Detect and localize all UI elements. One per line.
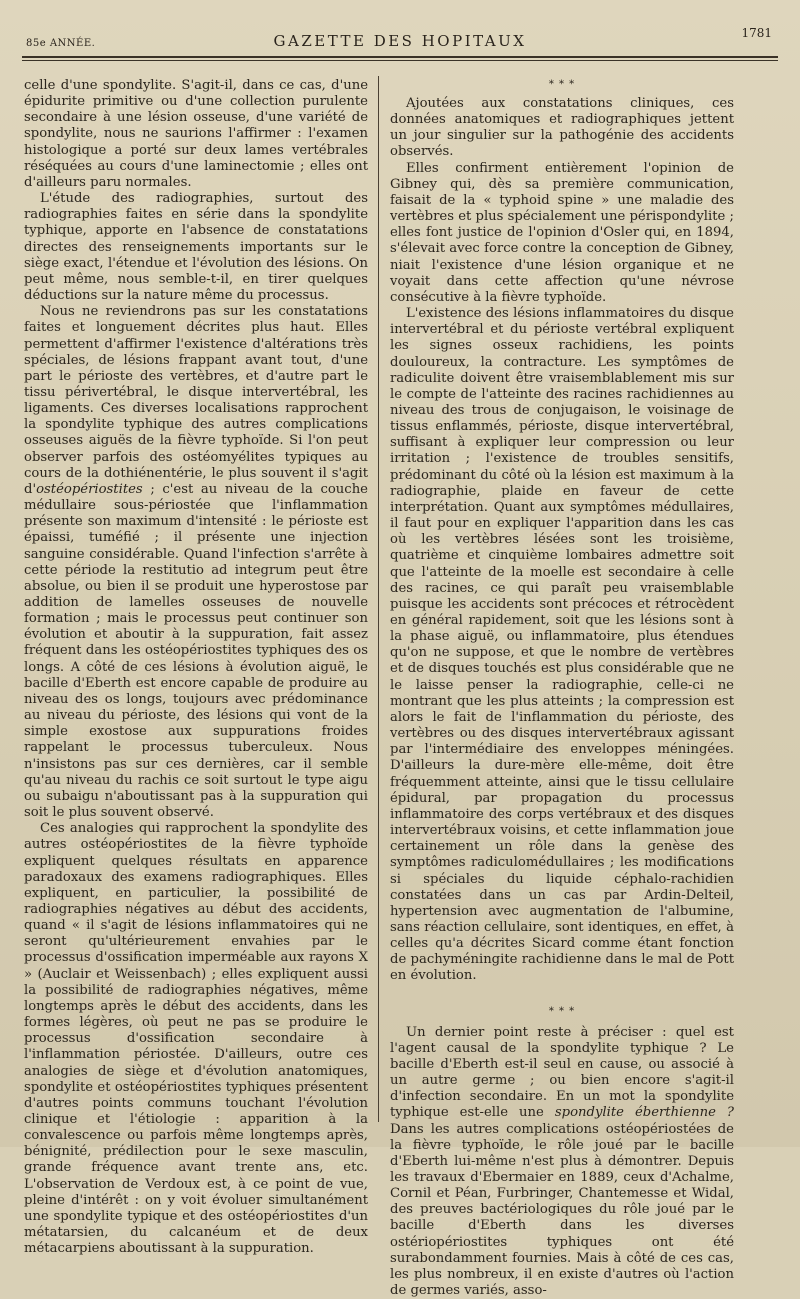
paragraph [24, 304, 368, 821]
volume-label: 85e ANNÉE. [26, 38, 96, 49]
header-rule-thin [22, 60, 778, 61]
header-rule-thick [22, 56, 778, 58]
right-column [390, 78, 734, 1299]
left-column [24, 78, 368, 1257]
section-separator: * * * [548, 1005, 576, 1017]
text-run: ; c'est au niveau de la couche médullaire sous-périostée que l'inflammation présente son maximum d'intensité : le périoste est épaissi, tuméfié ; il présente une injection sanguine considérable. Quand l'infection s'arrête à cette période la restitutio ad integrum peut être absolue, ou bien il se produit une hyperostose par addition de lamelles osseuses de nouvelle formation ; mais le processus peut continuer son évolution et aboutir à la suppuration, fait assez fréquent dans les ostéopériostites typhiques des os longs. A côté de ces lésions à évolution aiguë, le bacille d'Eberth est encore capable de produire au niveau des os longs, toujours avec prédominance au niveau du périoste, des lésions qui vont de la simple exostose aux suppurations froides rappelant le processus tuberculeux. Nous n'insistons pas sur ces dernières, car il semble qu'au niveau du rachis ce soit surtout le type aigu ou subaigu n'aboutissant pas à la suppuration qui soit le plus souvent observé. [24, 481, 368, 821]
section-separator: * * * [548, 79, 576, 90]
paragraph: celle d'une spondylite. S'agit-il, dans ce cas, d'une épidurite primitive ou d'une collection purulente secondaire à une lésion osseuse, d'une variété de spondylite, nous ne saurions l'affirmer : l'examen histologique a porté sur deux lames vertébrales réséquées au cours d'une laminectomie ; elles ont d'ailleurs paru normales. [24, 78, 368, 190]
paragraph [390, 1025, 734, 1299]
italic-term: ostéopériostites [36, 481, 143, 497]
journal-title: GAZETTE DES HOPITAUX [273, 32, 527, 50]
paragraph: Ces analogies qui rapprochent la spondylite des autres ostéopériostites de la fièvre typhoïde expliquent quelques résultats en apparence paradoxaux des examens radiographiques. Elles expliquent, en particulier, la possibilité de radiographies négatives au début des accidents, quand « il s'agit de lésions inflammatoires qui ne seront qu'ultérieurement envahies par le processus d'ossification imperméable aux rayons X » (Auclair et Weissenbach) ; elles expliquent aussi la possibilité de radiographies négatives, même longtemps après le début des accidents, dans les formes légères, où peut ne pas se produire le processus d'ossification secondaire à l'inflammation périostée. D'ailleurs, outre ces analogies de siège et d'évolution anatomiques, spondylite et ostéopériostites typhiques présentent d'autres points communs touchant l'évolution clinique et l'étiologie : apparition à la convalescence ou parfois même longtemps après, bénignité, prédilection pour le sexe masculin, grande fréquence avant trente ans, etc. L'observation de Verdoux est, à ce point de vue, pleine d'intérêt : on y voit évoluer simultanément une spondylite typique et des ostéopériostites d'un métatarsien, du calcanéum et de deux métacarpiens aboutissant à la suppuration. [24, 821, 368, 1257]
text-run: Nous ne reviendrons pas sur les constatations faites et longuement décrites plus haut. Elles permettent d'affirmer l'existence d'altérations très spéciales, de lésions frappant avant tout, d'une part le périoste des vertèbres, et d'autre part le tissu périvertébral, le disque intervertébral, les ligaments. Ces diverses localisations rapprochent la spondylite typhique des autres complications osseuses aiguës de la fièvre typhoïde. Si l'on peut observer parfois des ostéomyélites typiques au cours de la dothiénentérie, le plus souvent il s'agit d' [24, 304, 368, 497]
column-divider [378, 76, 379, 1122]
page-header [22, 26, 778, 56]
text-run: Un dernier point reste à préciser : quel est l'agent causal de la spondylite typhique ? Le bacille d'Eberth est-il seul en cause, ou associé à un autre germe ; ou bien encore s'agit-il d'infection secondaire. En un mot la spondylite typhique est-elle une [390, 1024, 734, 1121]
text-run: Dans les autres complications ostéopériostées de la fièvre typhoïde, le rôle joué par le bacille d'Eberth lui-même n'est plus à démontrer. Depuis les travaux d'Ebermaier en 1889, ceux d'Achalme, Cornil et Péan, Furbringer, Chantemesse et Widal, des preuves bactériologiques du rôle joué par le bacille d'Eberth dans les diverses ostériopériostites typhiques ont été surabondamment fournies. Mais à côté de ces cas, les plus nombreux, il en existe d'autres où l'action de germes variés, asso- [390, 1121, 734, 1299]
paragraph: Elles confirment entièrement l'opinion de Gibney qui, dès sa première communication, faisait de la « typhoid spine » une maladie des vertèbres et plus spécialement une périspondylite ; elles font justice de l'opinion d'Osler qui, en 1894, s'élevait avec force contre la conception de Gibney, niait l'existence d'une lésion organique et ne voyait dans cette affection qu'une névrose consécutive à la fièvre typhoïde. [390, 160, 734, 305]
paragraph: L'étude des radiographies, surtout des radiographies faites en série dans la spondylite typhique, apporte en l'absence de constatations directes des renseignements importants sur le siège exact, l'étendue et l'évolution des lésions. On peut même, nous semble-t-il, en tirer quelques déductions sur la nature même du processus. [24, 191, 368, 304]
paragraph: Ajoutées aux constatations cliniques, ces données anatomiques et radiographiques jettent un jour singulier sur la pathogénie des accidents observés. [390, 96, 734, 160]
paragraph: L'existence des lésions inflammatoires du disque intervertébral et du périoste vertébral expliquent les signes osseux rachidiens, les points douloureux, la contracture. Les symptômes de radiculite doivent être vraisemblablement mis sur le compte de l'atteinte des racines rachidiennes au niveau des trous de conjugaison, le voisinage de tissus enflammés, périoste, disque intervertébral, suffisant à expliquer leur compression ou leur irritation ; l'existence de troubles sensitifs, prédominant du côté où la lésion est maximum à la radiographie, plaide en faveur de cette interprétation. Quant aux symptômes médullaires, il faut pour en expliquer l'apparition dans les cas où les vertèbres lésées sont les troisième, quatrième et cinquième lombaires admettre soit que l'atteinte de la moelle est secondaire à celle des racines, ce qui paraît peu vraisemblable puisque les accidents sont précoces et rétrocèdent en général rapidement, soit que les lésions sont à la phase aiguë, ou inflammatoire, plus étendues qu'on ne suppose, et que le nombre de vertèbres et de disques touchés est plus considérable que ne le laisse penser la radiographie, celle-ci ne montrant que les plus atteints ; la compression est alors le fait de l'inflammation du périoste, des vertèbres ou des disques intervertébraux agissant par l'intermédiaire des enveloppes méningées. D'ailleurs la dure-mère elle-même, doit être fréquemment atteinte, ainsi que le tissu cellulaire épidural, par propagation du processus inflammatoire des corps vertébraux et des disques intervertébraux voisins, et cette inflammation joue certainement un rôle dans la genèse des symptômes radiculomédullaires ; les modifications si spéciales du liquide céphalo-rachidien constatées dans un cas par Ardin-Delteil, hypertension avec augmentation de l'albumine, sans réaction cellulaire, sont identiques, en effet, à celles qu'a décrites Sicard comme étant fonction de pachyméningite rachidienne dans le mal de Pott en évolution. [390, 306, 734, 984]
page-number: 1781 [741, 26, 772, 40]
italic-term: spondylite éberthienne ? [554, 1105, 734, 1121]
